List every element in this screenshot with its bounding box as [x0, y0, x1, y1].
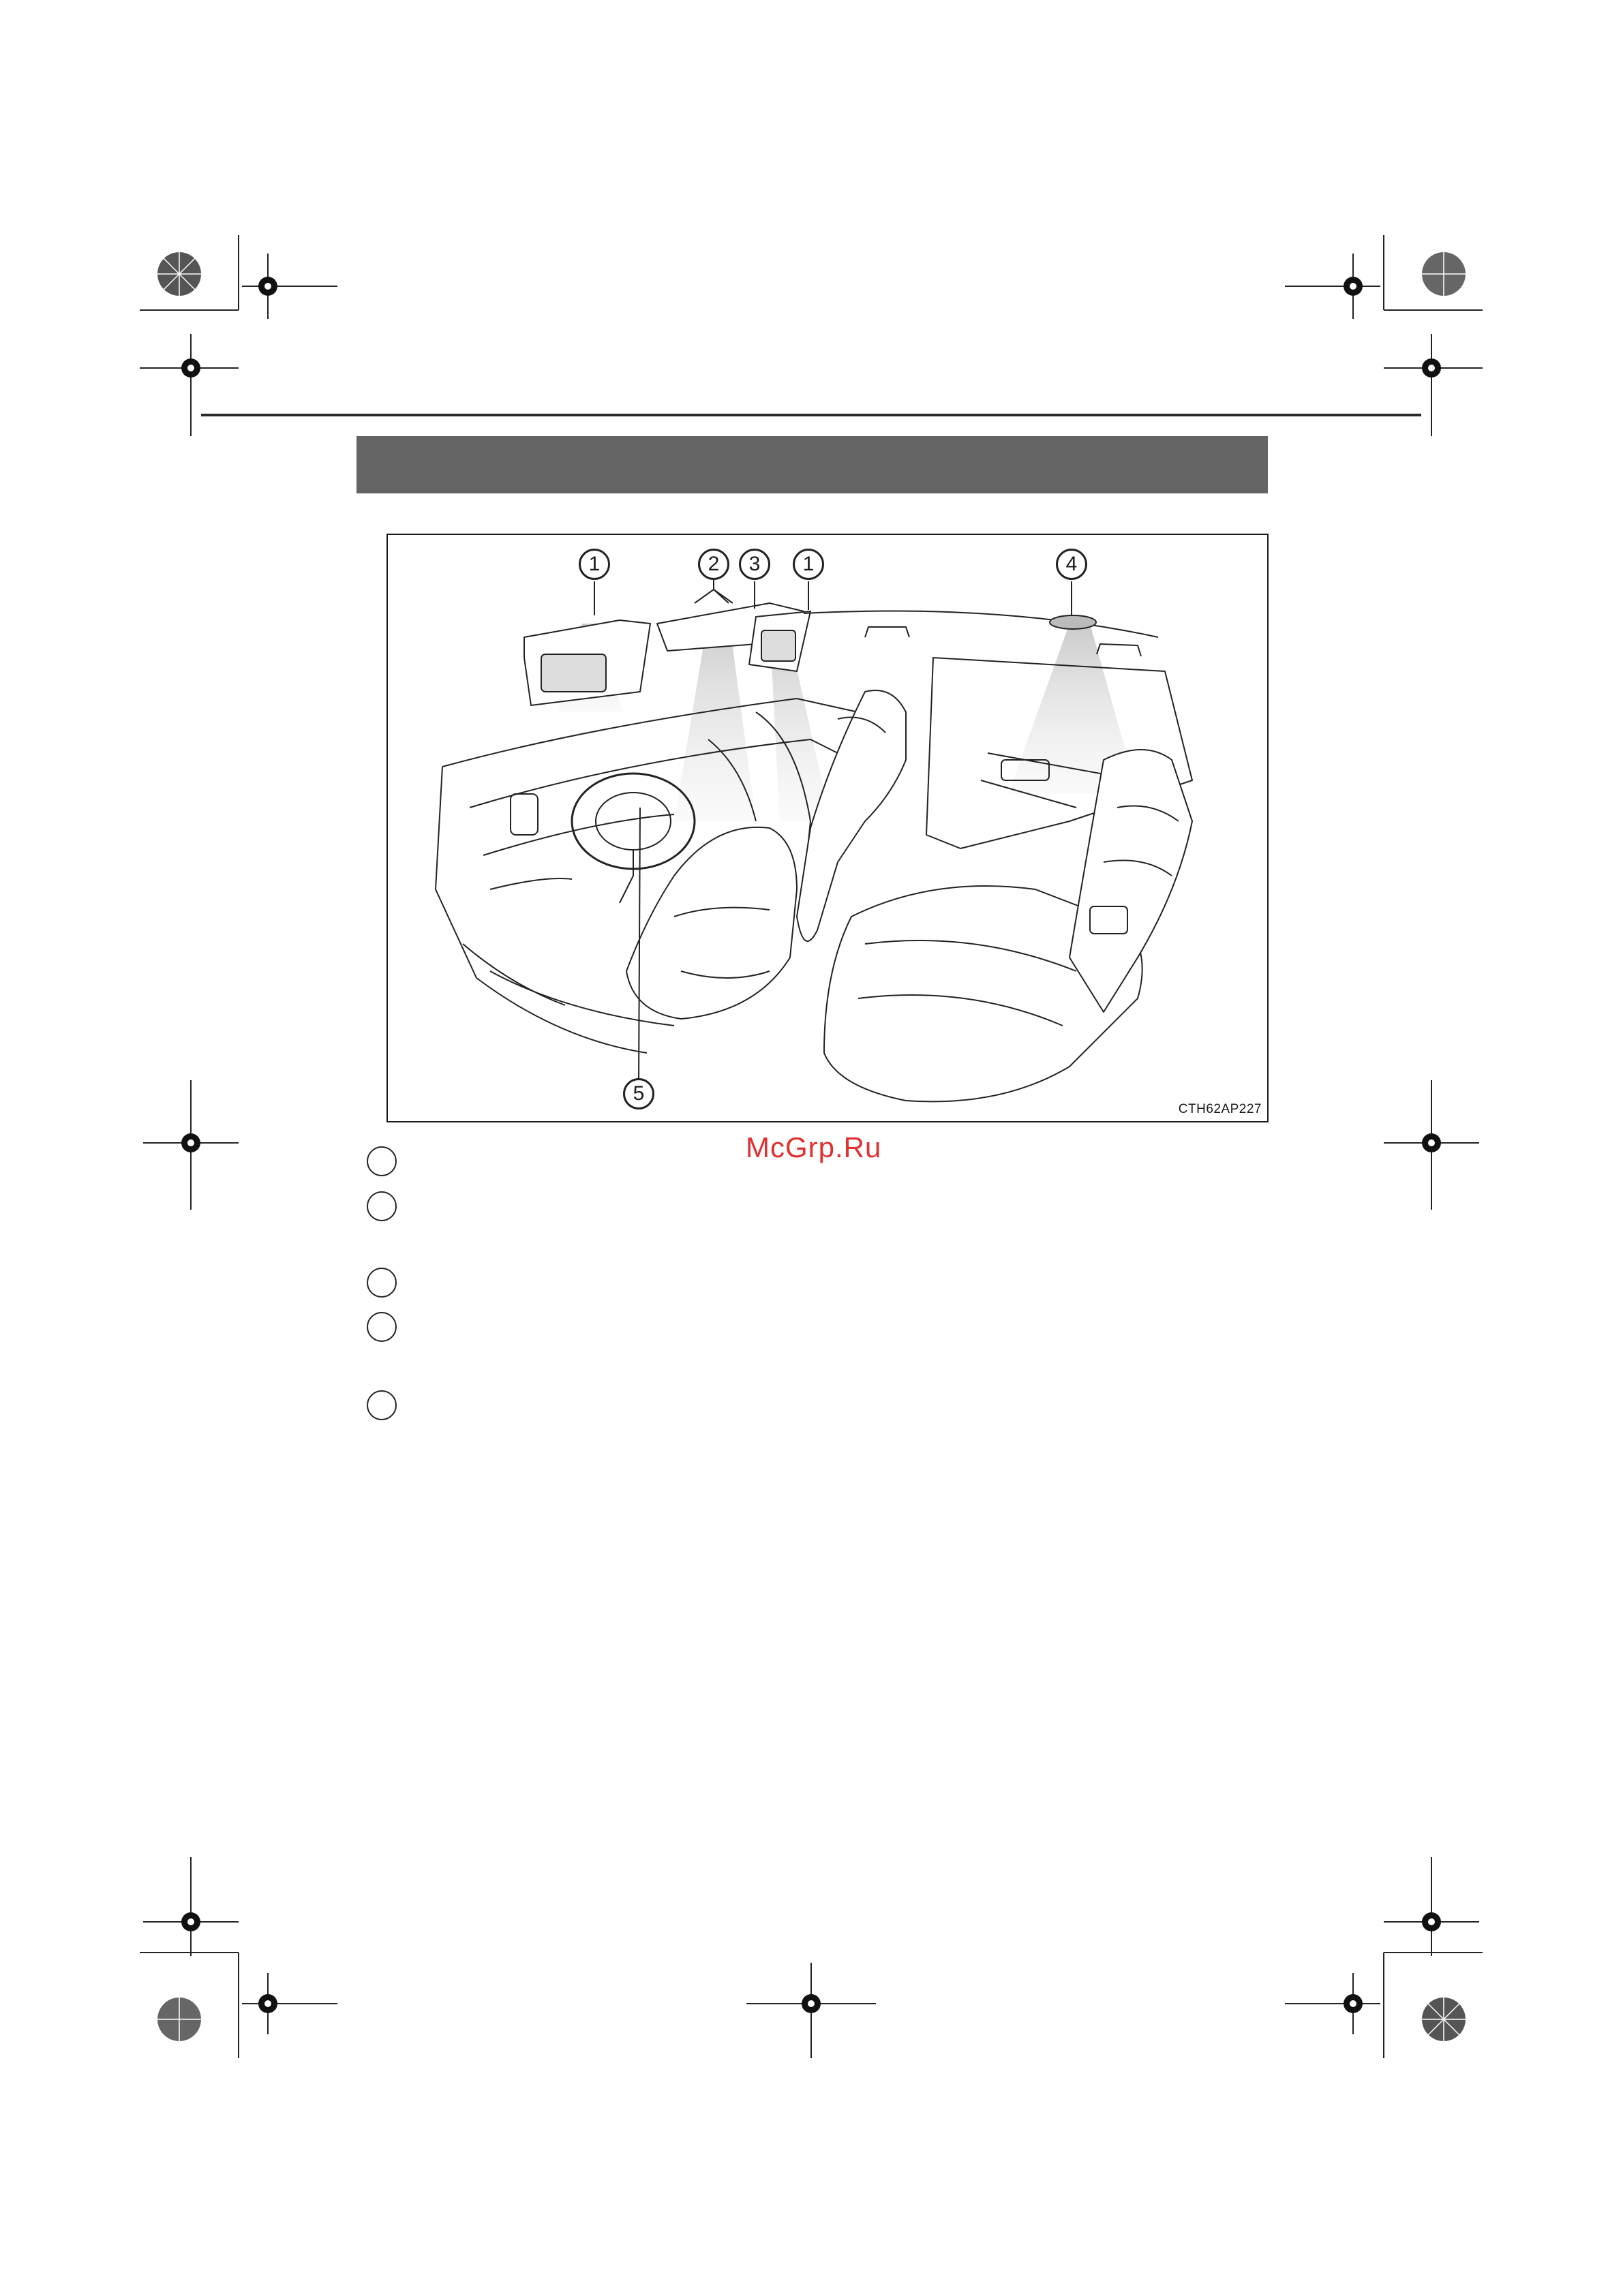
car-interior-illustration	[388, 535, 1267, 1121]
callout-label: 4	[1065, 553, 1078, 575]
callout-label: 1	[802, 553, 815, 575]
list-marker-4	[367, 1312, 397, 1342]
callout-2	[698, 549, 729, 580]
callout-label: 3	[748, 553, 761, 575]
watermark: McGrp.Ru	[746, 1131, 882, 1163]
list-marker-1	[367, 1146, 397, 1176]
figure-code: CTH62AP227	[1178, 1102, 1262, 1116]
callout-4	[1056, 549, 1087, 580]
callout-label: 5	[633, 1082, 645, 1105]
callout-1-left	[579, 549, 610, 580]
interior-lights-figure	[386, 534, 1269, 1122]
driver-seat	[626, 827, 797, 1019]
callout-1-right	[793, 549, 824, 580]
callout-label: 1	[588, 553, 601, 575]
callout-5	[623, 1078, 654, 1109]
callout-3	[739, 549, 770, 580]
list-marker-3	[367, 1268, 397, 1298]
list-marker-2	[367, 1191, 397, 1221]
list-marker-5	[367, 1390, 397, 1420]
callout-label: 2	[708, 553, 720, 575]
